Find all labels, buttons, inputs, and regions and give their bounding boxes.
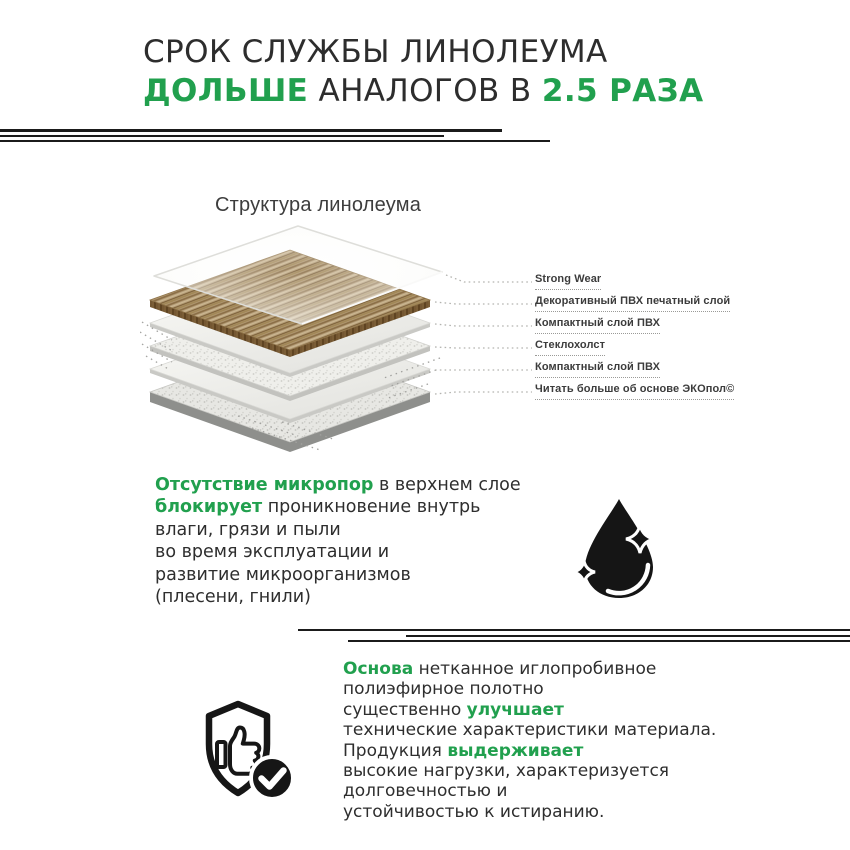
layer-label-fiberglass: Стеклохолст xyxy=(535,339,605,356)
decorative-line-mid-3 xyxy=(348,640,850,642)
p2-line6: высокие нагрузки, характеризуется xyxy=(343,761,670,782)
leader-lines xyxy=(435,275,532,394)
decorative-line-top-1 xyxy=(0,129,502,132)
p1-line1-rest: в верхнем слое xyxy=(373,475,521,495)
p2-line5-rest: Продукция xyxy=(343,740,448,761)
p2-line3-rest: существенно xyxy=(343,699,467,720)
highlight-base: Основа xyxy=(343,659,414,679)
highlight-no-micropores: Отсутствие микропор xyxy=(155,475,374,495)
highlight-blocks: блокирует xyxy=(155,497,263,518)
layer-label-strong-wear: Strong Wear xyxy=(535,273,601,290)
p2-line7: долговечностью и xyxy=(343,781,508,802)
p2-line8: устойчивостью к истиранию. xyxy=(343,801,605,822)
p2-line2: полиэфирное полотно xyxy=(343,679,544,700)
p1-line6: (плесени, гнили) xyxy=(155,587,311,608)
linoleum-layers-diagram xyxy=(140,218,720,463)
p1-line3: влаги, грязи и пыли xyxy=(155,519,341,540)
title-line-2 xyxy=(143,72,704,111)
decorative-line-top-3 xyxy=(0,140,550,143)
page-title xyxy=(143,33,704,111)
layer-label-compact-pvc-1: Компактный слой ПВХ xyxy=(535,317,660,334)
highlight-improves: улучшает xyxy=(466,699,564,720)
check-badge xyxy=(251,757,293,799)
decorative-line-mid-1 xyxy=(298,629,850,631)
base-paragraph xyxy=(343,659,716,822)
water-drop-icon xyxy=(571,496,665,602)
p1-line2-rest: проникновение внутрь xyxy=(262,497,481,518)
title-line2-mid: АНАЛОГОВ В xyxy=(308,73,542,109)
decorative-line-top-2 xyxy=(0,135,444,137)
highlight-withstands: выдерживает xyxy=(447,740,584,761)
p2-line4: технические характеристики материала. xyxy=(343,720,717,741)
p1-line4: во время эксплуатации и xyxy=(155,542,390,563)
title-highlight-ratio: 2.5 РАЗА xyxy=(541,73,704,109)
micropores-paragraph xyxy=(155,474,521,608)
title-line-1 xyxy=(143,33,704,72)
title-line1-text: СРОК СЛУЖБЫ ЛИНОЛЕУМА xyxy=(143,34,608,70)
shield-thumbs-up-icon xyxy=(198,700,298,802)
read-more-ecopol-link[interactable]: Читать больше об основе ЭКОпол© xyxy=(535,383,734,400)
layer-label-compact-pvc-2: Компактный слой ПВХ xyxy=(535,361,660,378)
p2-line1-rest: нетканное иглопробивное xyxy=(413,659,657,679)
title-highlight-longer: ДОЛЬШЕ xyxy=(143,73,309,109)
diagram-heading: Структура линолеума xyxy=(215,194,422,216)
layer-label-decorative-pvc: Декоративный ПВХ печатный слой xyxy=(535,295,730,312)
p1-line5: развитие микроорганизмов xyxy=(155,564,411,585)
decorative-line-mid-2 xyxy=(406,635,850,638)
